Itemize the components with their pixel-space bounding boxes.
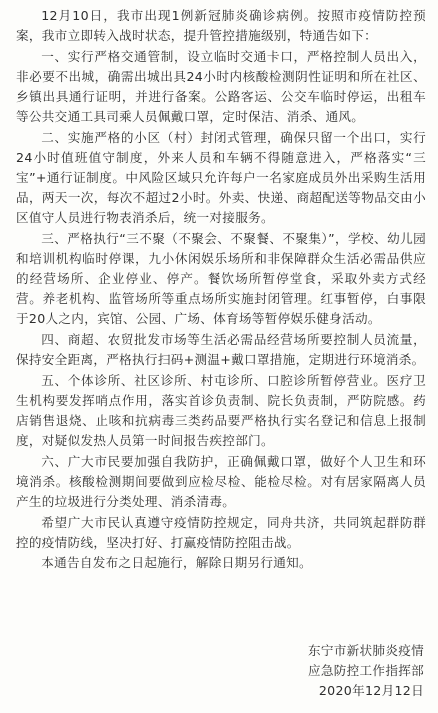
notice-item-3-no-gathering: 三、严格执行“三不聚（不聚会、不聚餐、不聚集）”，学校、幼儿园和培训机构临时停课，九小休闲娱乐场所和非保障群众生活必需品供应的经营场所、企业停业、停产。餐饮场所暂停堂食，采取外卖方式经营。养老机构、监管场所等重点场所实施封闭管理。红事暂停，白事限于20人之内，宾馆、公园、广场、体育场等暂停娱乐健身活动。	[16, 231, 426, 326]
notice-item-6-self-protection: 六、广大市民要加强自我防护，正确佩戴口罩，做好个人卫生和环境消杀。核酸检测期间要做到应检尽检、能检尽检。对有居家隔离人员产生的垃圾进行分类处理、消杀清毒。	[16, 454, 426, 509]
signature-date: 2020年12月12日	[318, 683, 424, 698]
signature-issuer-line-1: 东宁市新状肺炎疫情	[307, 643, 424, 658]
notice-item-2-community-closure: 二、实施严格的小区（村）封闭式管理，确保只留一个出口，实行24小时值班值守制度，外来人员和车辆不得随意进入，严格落实“三宝”+通行证制度。中风险区域只允许每户一名家庭成员外出采购生活用品，两天一次，每次不超过2小时。外卖、快递、商超配送等物品交由小区值守人员进行物表消杀后，统一对接服务。	[16, 130, 426, 225]
notice-effective-date-paragraph: 本通告自发布之日起施行，解除日期另行通知。	[41, 555, 312, 570]
notice-intro-paragraph: 12月10日，我市出现1例新冠肺炎确诊病例。按照市疫情防控预案，我市立即转入战时状态，提升管控措施级别，特通告如下：	[16, 8, 426, 43]
signature-issuer-line-2: 应急防控工作指挥部	[307, 663, 424, 678]
notice-appeal-paragraph: 希望广大市民认真遵守疫情防控规定，同舟共济，共同筑起群防群控的疫情防线，坚决打好、打赢疫情防控阻击战。	[16, 515, 426, 550]
notice-item-1-traffic-control: 一、实行严格交通管制，设立临时交通卡口，严格控制人员出入，非必要不出城，确需出城出具24小时内核酸检测阴性证明和所在社区、乡镇出具通行证明，并进行备案。公路客运、公交车临时停运，出租车等公共交通工具司乘人员佩戴口罩，定时保洁、消杀、通风。	[16, 49, 426, 124]
notice-item-4-markets: 四、商超、农贸批发市场等生活必需品经营场所要控制人员流量，保持安全距离，严格执行扫码+测温+戴口罩措施，定期进行环境消杀。	[16, 332, 426, 367]
notice-item-5-clinics: 五、个体诊所、社区诊所、村屯诊所、口腔诊所暂停营业。医疗卫生机构要发挥哨点作用，落实首诊负责制、院长负责制，严防院感。药店销售退烧、止咳和抗病毒三类药品要严格执行实名登记和信息上报制度，对疑似发热人员第一时间报告疾控部门。	[16, 373, 426, 448]
